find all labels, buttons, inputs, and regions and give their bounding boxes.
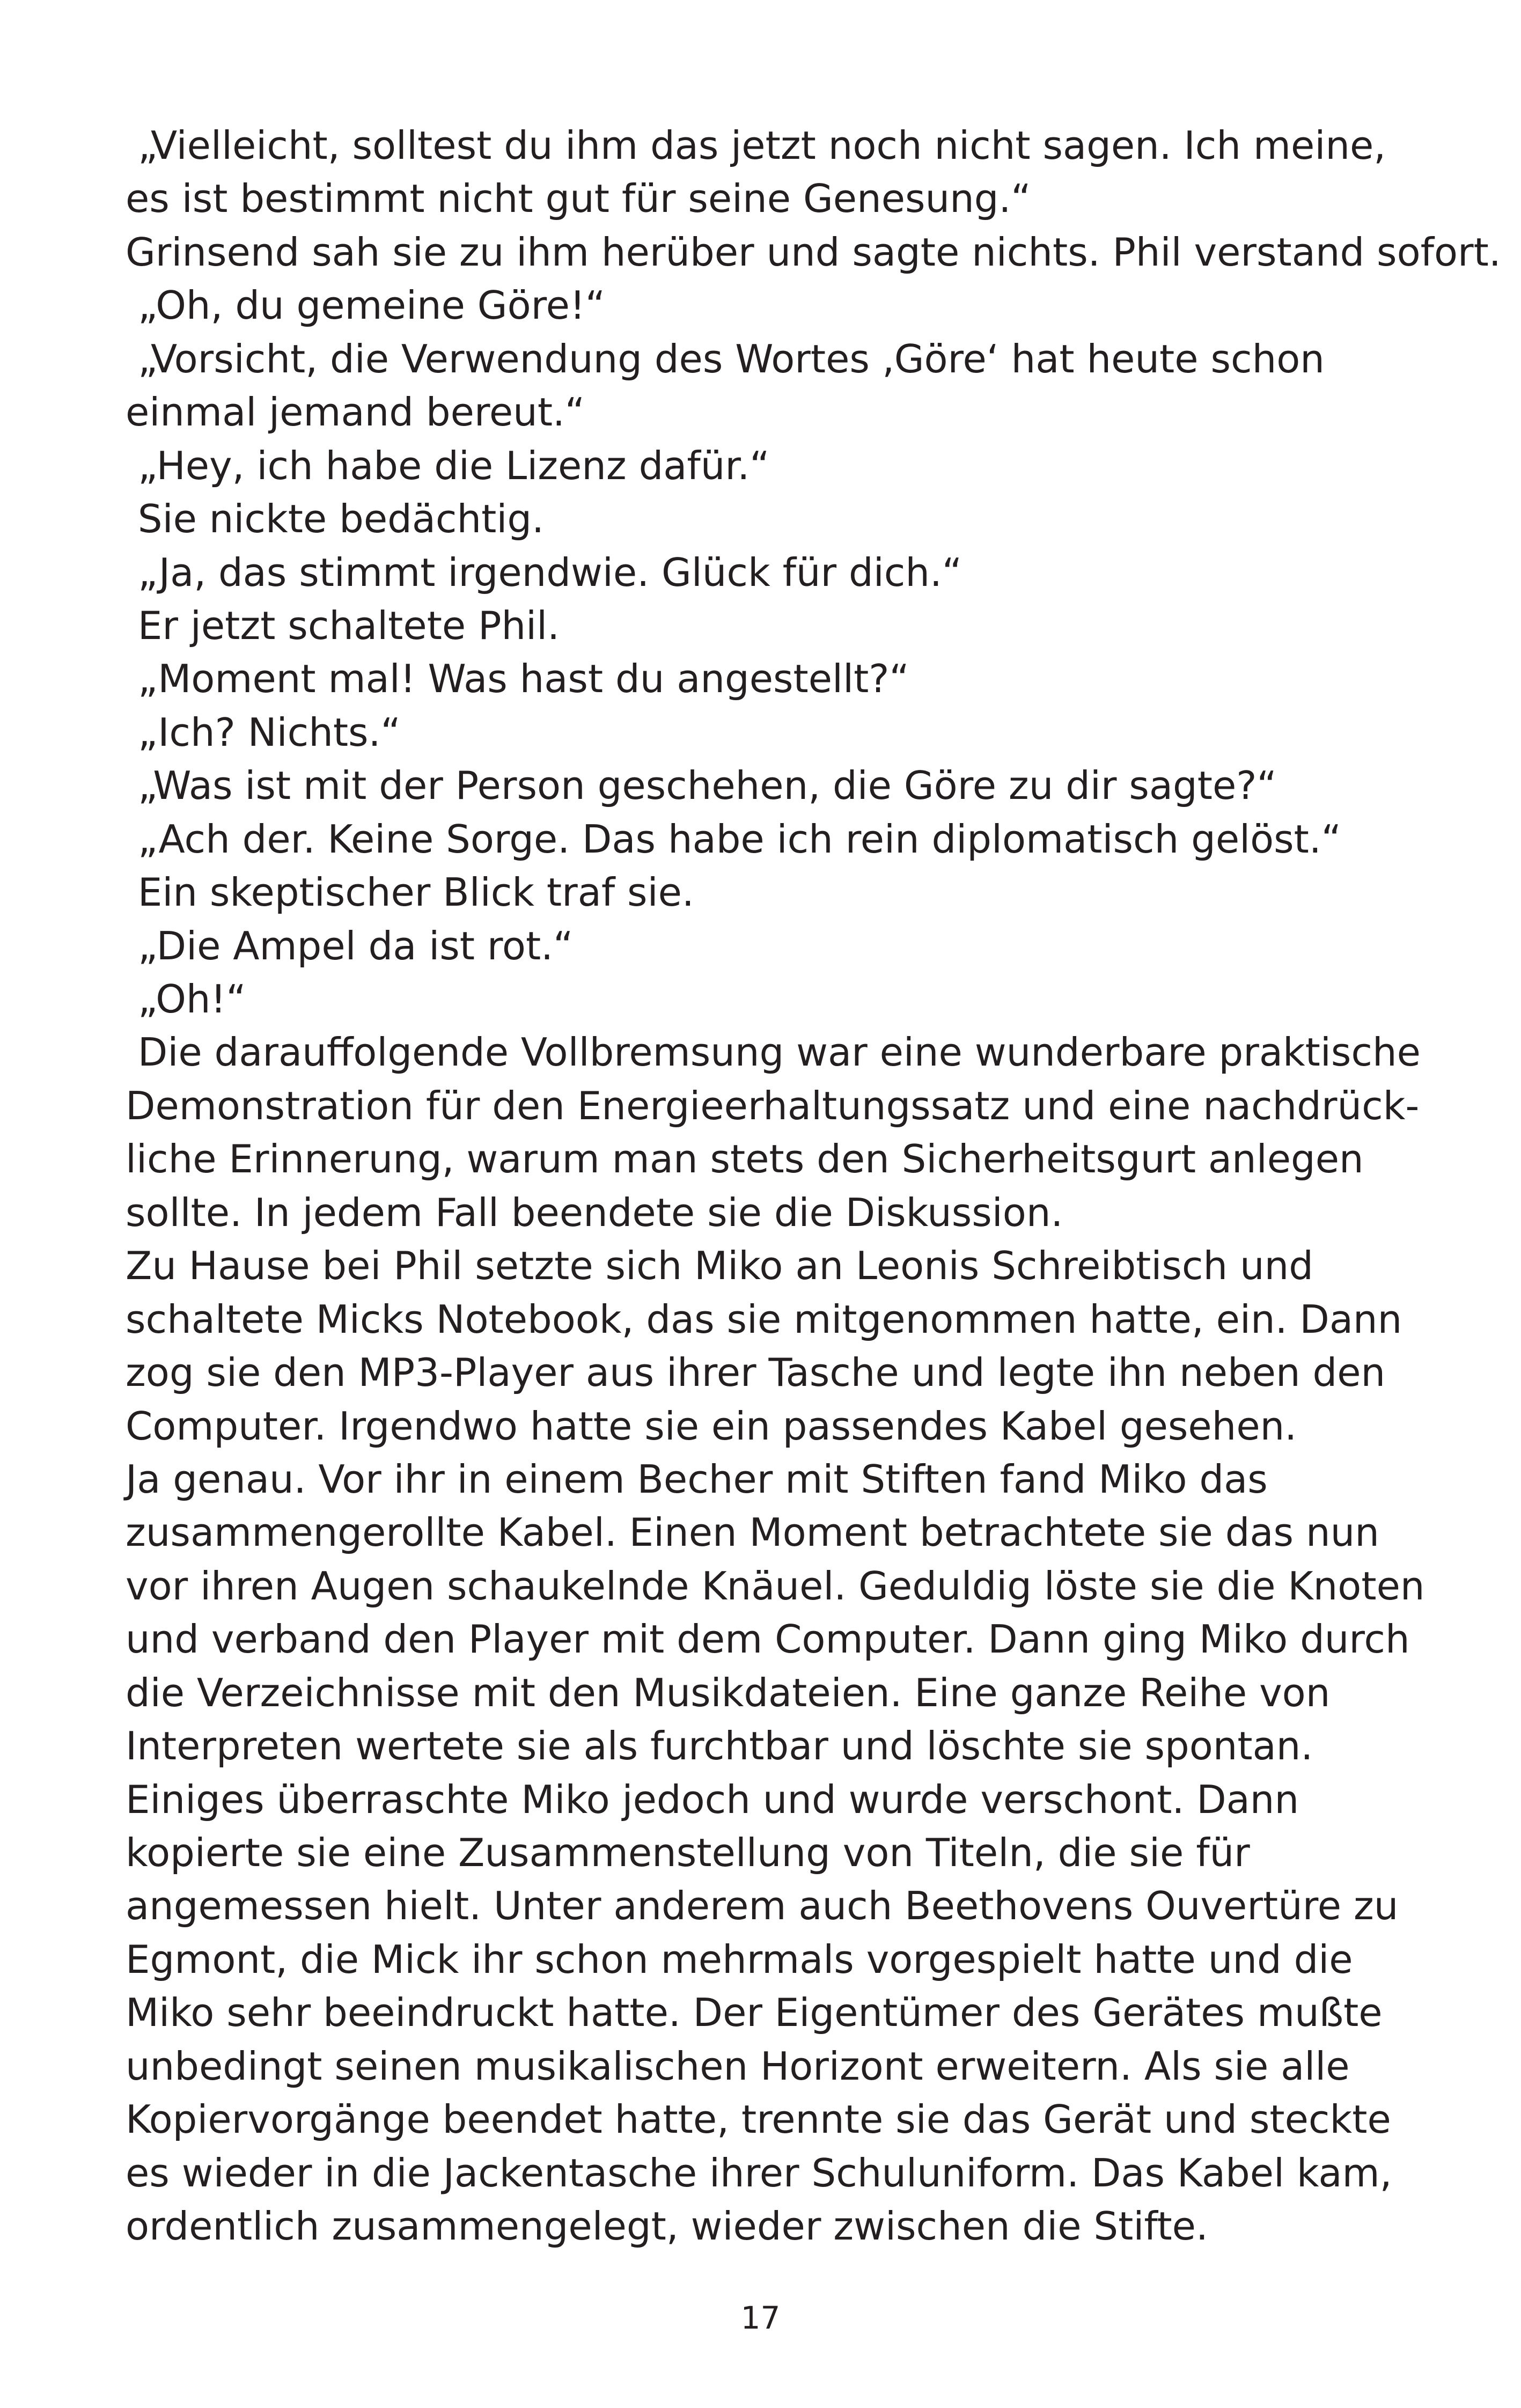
text-line: Die darauffolgende Vollbremsung war eine wunderbare praktische — [126, 1030, 1421, 1075]
text-line: unbedingt seinen musikalischen Horizont erweitern. Als sie alle — [126, 2043, 1350, 2089]
text-line: sollte. In jedem Fall beendete sie die Diskussion. — [126, 1190, 1063, 1235]
page-number: 17 — [740, 2300, 781, 2336]
text-line: Zu Hause bei Phil setzte sich Miko an Leonis Schreibtisch und — [126, 1243, 1313, 1289]
text-line: „Oh, du gemeine Göre!“ — [126, 283, 606, 328]
text-line: „Was ist mit der Person geschehen, die Göre zu dir sagte?“ — [126, 763, 1277, 809]
text-line: „Oh!“ — [126, 977, 246, 1022]
body-text — [126, 119, 1501, 2253]
text-line: kopierte sie eine Zusammenstellung von Titeln, die sie für — [126, 1830, 1250, 1875]
text-line: liche Erinnerung, warum man stets den Sicherheitsgurt anlegen — [126, 1136, 1364, 1182]
text-line: „Hey, ich habe die Lizenz dafür.“ — [126, 443, 770, 488]
text-line: zusammengerollte Kabel. Einen Moment betrachtete sie das nun — [126, 1510, 1379, 1555]
text-line: Sie nickte bedächtig. — [126, 496, 544, 542]
text-line: angemessen hielt. Unter anderem auch Beethovens Ouvertüre zu — [126, 1883, 1399, 1929]
text-line: „Die Ampel da ist rot.“ — [126, 923, 574, 968]
text-line: Interpreten wertete sie als furchtbar und löschte sie spontan. — [126, 1723, 1313, 1769]
text-line: zog sie den MP3-Player aus ihrer Tasche und legte ihn neben den — [126, 1350, 1386, 1396]
text-line: „Ach der. Keine Sorge. Das habe ich rein diplomatisch gelöst.“ — [126, 816, 1342, 862]
text-line: „Moment mal! Was hast du angestellt?“ — [126, 656, 909, 702]
text-line: „Vorsicht, die Verwendung des Wortes ‚Göre‘ hat heute schon — [126, 336, 1325, 381]
text-line: die Verzeichnisse mit den Musikdateien. Eine ganze Reihe von — [126, 1670, 1331, 1715]
text-line: „Ja, das stimmt irgendwie. Glück für dich.“ — [126, 549, 962, 595]
text-line: Einiges überraschte Miko jedoch und wurde verschont. Dann — [126, 1776, 1299, 1822]
text-line: Miko sehr beeindruckt hatte. Der Eigentümer des Gerätes mußte — [126, 1990, 1383, 2036]
text-line: Er jetzt schaltete Phil. — [126, 603, 560, 648]
text-line: es wieder in die Jackentasche ihrer Schuluniform. Das Kabel kam, — [126, 2150, 1392, 2196]
text-line: es ist bestimmt nicht gut für seine Genesung.“ — [126, 176, 1031, 222]
text-line: Demonstration für den Energieerhaltungssatz und eine nachdrück- — [126, 1083, 1420, 1128]
text-line: einmal jemand bereut.“ — [126, 390, 585, 435]
text-line: „Ich? Nichts.“ — [126, 709, 401, 755]
text-line: und verband den Player mit dem Computer. Dann ging Miko durch — [126, 1617, 1410, 1662]
text-line: „Vielleicht, solltest du ihm das jetzt noch nicht sagen. Ich meine, — [126, 123, 1386, 168]
text-line: Ja genau. Vor ihr in einem Becher mit Stiften fand Miko das — [126, 1456, 1268, 1502]
text-line: Grinsend sah sie zu ihm herüber und sagte nichts. Phil verstand sofort. — [126, 229, 1501, 275]
text-line: Egmont, die Mick ihr schon mehrmals vorgespielt hatte und die — [126, 1936, 1353, 1982]
text-line: Ein skeptischer Blick traf sie. — [126, 870, 694, 915]
text-line: Kopiervorgänge beendet hatte, trennte sie das Gerät und steckte — [126, 2097, 1391, 2142]
text-line: schaltete Micks Notebook, das sie mitgenommen hatte, ein. Dann — [126, 1296, 1402, 1342]
text-line: Computer. Irgendwo hatte sie ein passendes Kabel gesehen. — [126, 1403, 1297, 1449]
text-line: ordentlich zusammengelegt, wieder zwischen die Stifte. — [126, 2204, 1208, 2249]
text-line: vor ihren Augen schaukelnde Knäuel. Geduldig löste sie die Knoten — [126, 1563, 1425, 1609]
